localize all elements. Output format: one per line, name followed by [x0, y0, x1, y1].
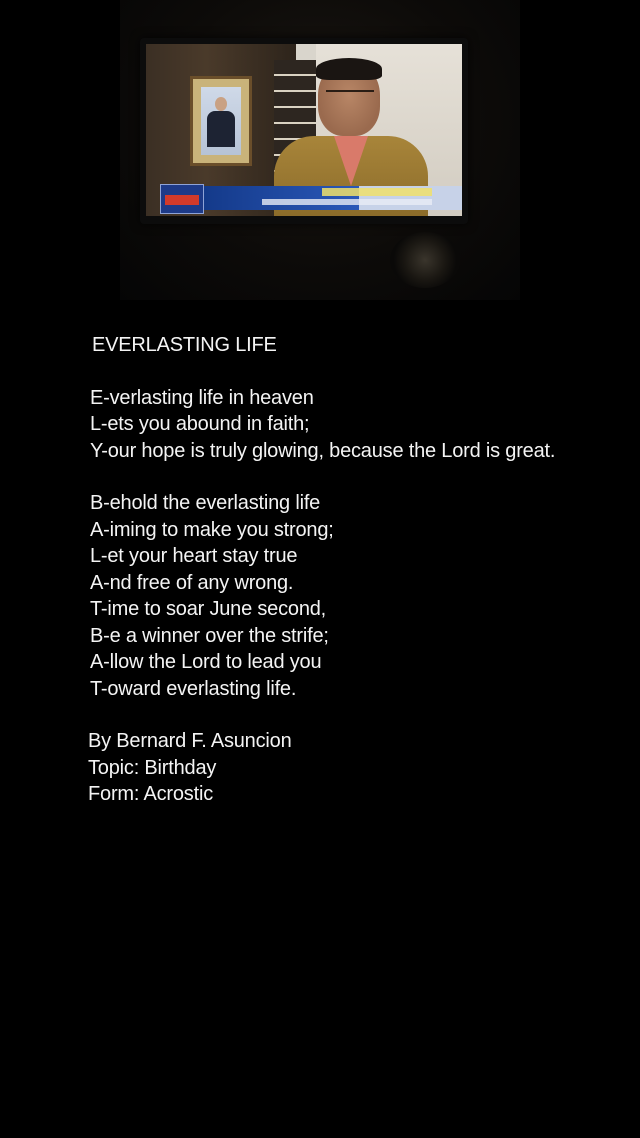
poem-line: B-e a winner over the strife; [90, 624, 329, 647]
poem-line: T-oward everlasting life. [90, 677, 297, 700]
poem-credits [88, 728, 628, 808]
lower-third-banner [204, 186, 462, 210]
poem-line: A-nd free of any wrong. [90, 571, 294, 594]
topic-line: Topic: Birthday [88, 756, 217, 779]
poem-title: EVERLASTING LIFE [92, 334, 277, 356]
poem-line: B-ehold the everlasting life [90, 492, 321, 514]
framed-portrait [190, 76, 252, 166]
channel-logo [394, 52, 446, 72]
poem [88, 332, 628, 808]
poem-line: T-ime to soar June second, [90, 598, 327, 620]
author-line: By Bernard F. Asuncion [88, 730, 292, 752]
glasses [326, 90, 374, 102]
tv-screen [146, 44, 462, 216]
poem-line: L-ets you abound in faith; [90, 413, 310, 435]
poem-line: A-llow the Lord to lead you [90, 651, 322, 673]
poem-line: A-iming to make you strong; [90, 518, 334, 541]
poem-line: Y-our hope is truly glowing, because the Lord is great. [90, 439, 556, 462]
stanza-2 [90, 490, 628, 702]
poem-line: L-et your heart stay true [90, 545, 298, 567]
stanza-1 [90, 385, 628, 465]
poem-line: E-verlasting life in heaven [90, 386, 314, 409]
live-badge [160, 184, 204, 214]
tv-stand [390, 232, 460, 288]
form-line: Form: Acrostic [88, 783, 213, 805]
host-hair [316, 58, 382, 80]
